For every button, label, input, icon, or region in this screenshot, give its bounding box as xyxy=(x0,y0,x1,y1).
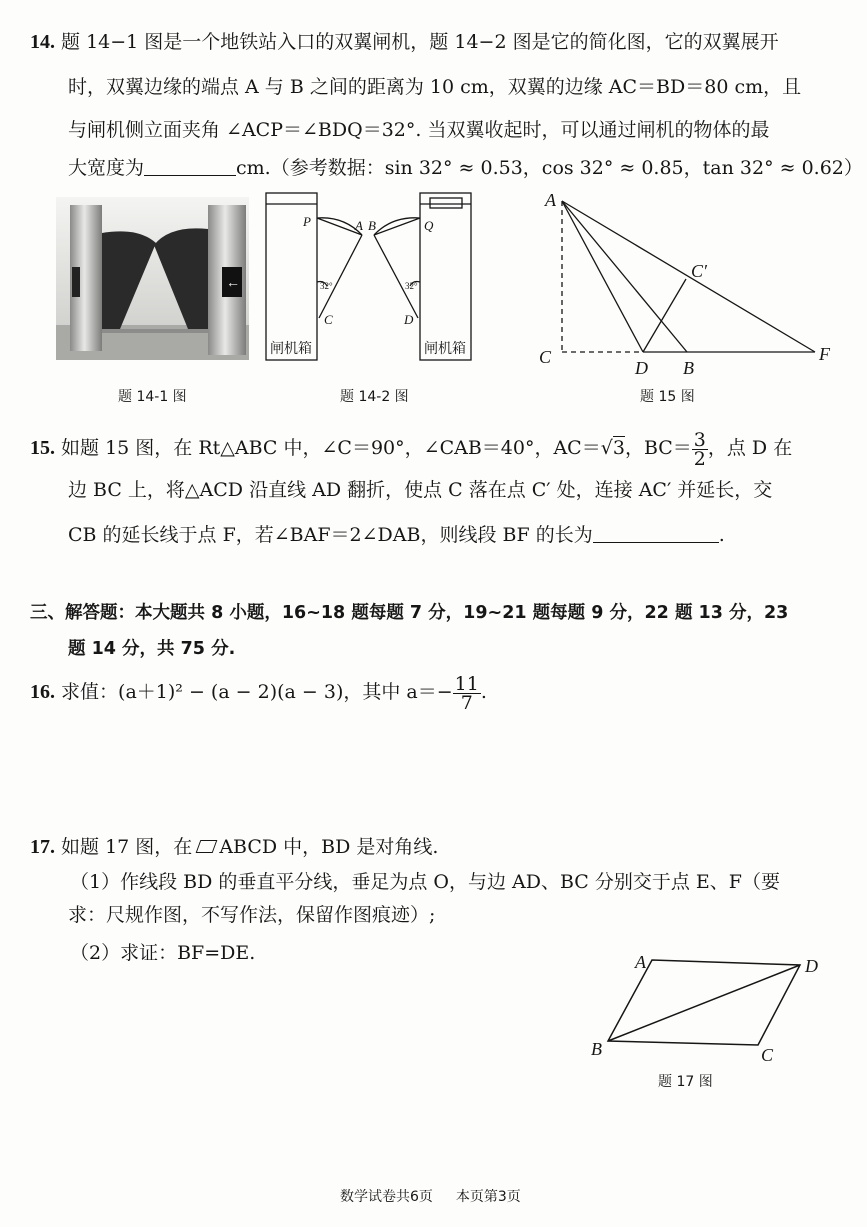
label-A15: A xyxy=(545,190,556,210)
q17-line1: 17. 如题 17 图，在 ABCD 中，BD 是对角线. xyxy=(30,836,439,858)
q16-line: 16. 求值：(a＋1)² − (a − 2)(a − 3)，其中 a＝− $\frac{11}{7}$ . xyxy=(30,672,487,714)
box-left-label: 闸机箱 xyxy=(270,342,312,357)
q15-answer-blank[interactable] xyxy=(593,542,719,543)
parallelogram-icon xyxy=(196,840,218,853)
label-F15: F xyxy=(819,344,830,364)
segment-DCp xyxy=(643,279,686,352)
q17-part1b: 求：尺规作图，不写作法，保留作图痕迹）; xyxy=(68,904,436,926)
q14-line2: 时，双翼边缘的端点 A 与 B 之间的距离为 10 cm，双翼的边缘 AC＝BD＝80 cm，且 xyxy=(68,76,802,98)
segment-AD xyxy=(562,201,643,352)
angle-right-label: 32° xyxy=(405,281,418,291)
svg-text:←: ← xyxy=(226,276,240,291)
q16-number: 16. xyxy=(30,681,55,703)
label-B17: B xyxy=(591,1039,602,1059)
figure-15-diagram xyxy=(533,188,843,380)
q15-number: 15. xyxy=(30,437,55,459)
label-D: D xyxy=(404,312,414,327)
q17-number: 17. xyxy=(30,836,55,858)
figure-14-2-caption: 题 14-2 图 xyxy=(340,389,409,405)
footer-total: 数学试卷共6页 xyxy=(340,1189,433,1205)
label-B15: B xyxy=(683,358,694,378)
q14-number: 14. xyxy=(30,31,55,53)
label-A: A xyxy=(355,218,363,233)
segment-AB xyxy=(562,201,687,352)
section3-line1: 三、解答题：本大题共 8 小题，16~18 题每题 7 分，19~21 题每题 9 分，22 题 13 分，23 xyxy=(30,603,789,623)
q17-part1a: （1）作线段 BD 的垂直平分线，垂足为点 O，与边 AD、BC 分别交于点 E、F（要 xyxy=(70,871,780,893)
section3-line2: 题 14 分，共 75 分. xyxy=(68,639,236,659)
q15-line1: 15. 如题 15 图，在 Rt△ABC 中，∠C＝90°，∠CAB＝40°，AC＝√3，BC＝ $\frac{3}{2}$ ，点 D 在 xyxy=(30,428,793,470)
fraction-11-7: $\frac{11}{7}$ xyxy=(454,672,479,714)
label-C: C xyxy=(324,312,333,327)
sqrt-sign: √ xyxy=(600,437,613,459)
figure-14-1-photo xyxy=(56,197,249,360)
segment-AF xyxy=(562,201,815,352)
label-Cprime15: C′ xyxy=(691,261,707,281)
figure-14-1-caption: 题 14-1 图 xyxy=(118,389,187,405)
label-C17: C xyxy=(761,1045,774,1065)
q14-line3: 与闸机侧立面夹角 ∠ACP＝∠BDQ＝32°. 当双翼收起时，可以通过闸机的物体的最 xyxy=(68,119,770,141)
q14-line1: 14. 题 14−1 图是一个地铁站入口的双翼闸机，题 14−2 图是它的简化图，它的双翼展开 xyxy=(30,31,779,53)
q14-answer-blank[interactable] xyxy=(144,175,236,176)
footer-current: 本页第3页 xyxy=(455,1189,521,1205)
diagonal-BD xyxy=(608,965,800,1041)
label-A17: A xyxy=(635,952,646,972)
label-D15: D xyxy=(635,358,648,378)
figure-14-2-diagram xyxy=(262,190,484,366)
figure-17-diagram xyxy=(588,948,828,1070)
q14-line4: 大宽度为 cm.（参考数据：sin 32° ≈ 0.53，cos 32° ≈ 0.85，tan 32° ≈ 0.62） xyxy=(68,157,863,179)
q15-line3: CB 的延长线于点 F，若∠BAF＝2∠DAB，则线段 BF 的长为 . xyxy=(68,524,725,546)
label-C15: C xyxy=(539,347,552,367)
figure-17-caption: 题 17 图 xyxy=(658,1074,713,1090)
sqrt-value: 3 xyxy=(612,437,625,459)
label-D17: D xyxy=(805,956,818,976)
angle-left-label: 32° xyxy=(320,281,333,291)
figure-15-caption: 题 15 图 xyxy=(640,389,695,405)
label-P: P xyxy=(303,214,311,229)
label-B: B xyxy=(368,218,376,233)
label-Q: Q xyxy=(424,218,434,233)
q17-part2: （2）求证：BF=DE. xyxy=(70,942,256,964)
fraction-3-2: $\frac{3}{2}$ xyxy=(693,428,706,470)
q15-line2: 边 BC 上，将△ACD 沿直线 AD 翻折，使点 C 落在点 C′ 处，连接 AC′ 并延长，交 xyxy=(68,479,773,501)
footer xyxy=(340,1186,521,1206)
box-right-label: 闸机箱 xyxy=(424,342,466,357)
